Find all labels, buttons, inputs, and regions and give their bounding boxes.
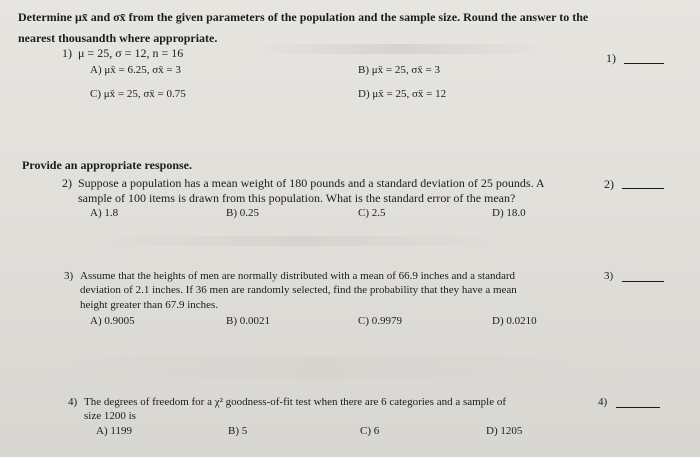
option-text: μx̄ = 6.25, σx̄ = 3 xyxy=(104,64,181,76)
q2-line-2: sample of 100 items is drawn from this population. What is the standard error of the mean? xyxy=(78,191,516,205)
q1-option-c[interactable] xyxy=(90,88,186,100)
q3-answer-label: 3) xyxy=(604,270,614,282)
q1-option-b[interactable] xyxy=(358,64,440,76)
q3-option-b[interactable] xyxy=(226,315,270,327)
option-letter: A) xyxy=(96,425,108,437)
q4-line-1: The degrees of freedom for a χ² goodness-of-fit test when there are 6 categories and a sample of xyxy=(84,396,507,408)
q1-number: 1) xyxy=(62,46,72,60)
instructions-line-1: Determine μx̄ and σx̄ from the given parameters of the population and the sample size. Round the answer to the xyxy=(18,10,589,24)
q1-params: μ = 25, σ = 12, n = 16 xyxy=(78,46,184,60)
q3-answer-blank[interactable] xyxy=(622,281,664,282)
show-through-smudge xyxy=(60,356,580,380)
option-letter: C) xyxy=(90,88,101,100)
q2-option-a[interactable] xyxy=(90,207,118,219)
option-text: 6 xyxy=(373,425,380,437)
q3-line-2: deviation of 2.1 inches. If 36 men are randomly selected, find the probability that they have a mean xyxy=(80,284,517,296)
option-letter: A) xyxy=(90,315,102,327)
section-heading: Provide an appropriate response. xyxy=(22,158,193,172)
q2-line-1: Suppose a population has a mean weight of 180 pounds and a standard deviation of 25 pounds. A xyxy=(78,176,545,190)
option-letter: D) xyxy=(486,425,498,437)
q3-option-d[interactable] xyxy=(492,315,537,327)
option-letter: C) xyxy=(358,315,369,327)
option-letter: C) xyxy=(358,207,369,219)
option-text: 1199 xyxy=(110,425,132,437)
q2-number: 2) xyxy=(62,176,72,190)
q2-option-c[interactable] xyxy=(358,207,386,219)
q4-option-b[interactable] xyxy=(228,425,247,437)
q2-option-d[interactable] xyxy=(492,207,526,219)
instructions-line-2: nearest thousandth where appropriate. xyxy=(18,31,218,45)
option-text: 0.25 xyxy=(239,207,259,219)
q4-number: 4) xyxy=(68,396,78,408)
option-text: 1205 xyxy=(500,425,523,437)
option-text: 0.9005 xyxy=(104,315,135,327)
option-letter: D) xyxy=(358,88,370,100)
option-text: 2.5 xyxy=(371,207,386,219)
option-letter: B) xyxy=(228,425,239,437)
q3-number: 3) xyxy=(64,270,74,282)
q4-option-c[interactable] xyxy=(360,425,379,437)
option-letter: D) xyxy=(492,315,504,327)
q4-answer-label: 4) xyxy=(598,396,608,408)
option-text: 0.9979 xyxy=(371,315,402,327)
option-text: μx̄ = 25, σx̄ = 3 xyxy=(371,64,440,76)
option-letter: D) xyxy=(492,207,504,219)
option-text: 5 xyxy=(241,425,248,437)
q1-answer-blank[interactable] xyxy=(624,63,664,64)
option-text: μx̄ = 25, σx̄ = 0.75 xyxy=(103,88,186,100)
q4-answer-blank[interactable] xyxy=(616,407,660,408)
option-text: μx̄ = 25, σx̄ = 12 xyxy=(372,88,447,100)
q3-option-c[interactable] xyxy=(358,315,402,327)
q2-option-b[interactable] xyxy=(226,207,259,219)
q2-answer-blank[interactable] xyxy=(622,188,664,189)
option-text: 0.0021 xyxy=(239,315,270,327)
q3-line-1: Assume that the heights of men are normally distributed with a mean of 66.9 inches and a standard xyxy=(80,270,515,282)
option-letter: B) xyxy=(226,315,237,327)
q4-line-2: size 1200 is xyxy=(84,410,136,422)
option-letter: A) xyxy=(90,207,102,219)
q1-option-a[interactable] xyxy=(90,64,181,76)
q4-option-a[interactable] xyxy=(96,425,132,437)
q2-answer-label: 2) xyxy=(604,177,614,191)
option-letter: A) xyxy=(90,64,102,76)
q3-line-3: height greater than 67.9 inches. xyxy=(80,299,219,311)
option-text: 18.0 xyxy=(506,207,526,219)
show-through-smudge xyxy=(90,236,510,246)
option-letter: C) xyxy=(360,425,371,437)
q1-option-d[interactable] xyxy=(358,88,446,100)
option-letter: B) xyxy=(226,207,237,219)
q4-option-d[interactable] xyxy=(486,425,522,437)
option-text: 0.0210 xyxy=(506,315,537,327)
q3-option-a[interactable] xyxy=(90,315,135,327)
option-text: 1.8 xyxy=(104,207,119,219)
q1-answer-label: 1) xyxy=(606,51,616,65)
option-letter: B) xyxy=(358,64,369,76)
show-through-smudge xyxy=(250,44,550,54)
